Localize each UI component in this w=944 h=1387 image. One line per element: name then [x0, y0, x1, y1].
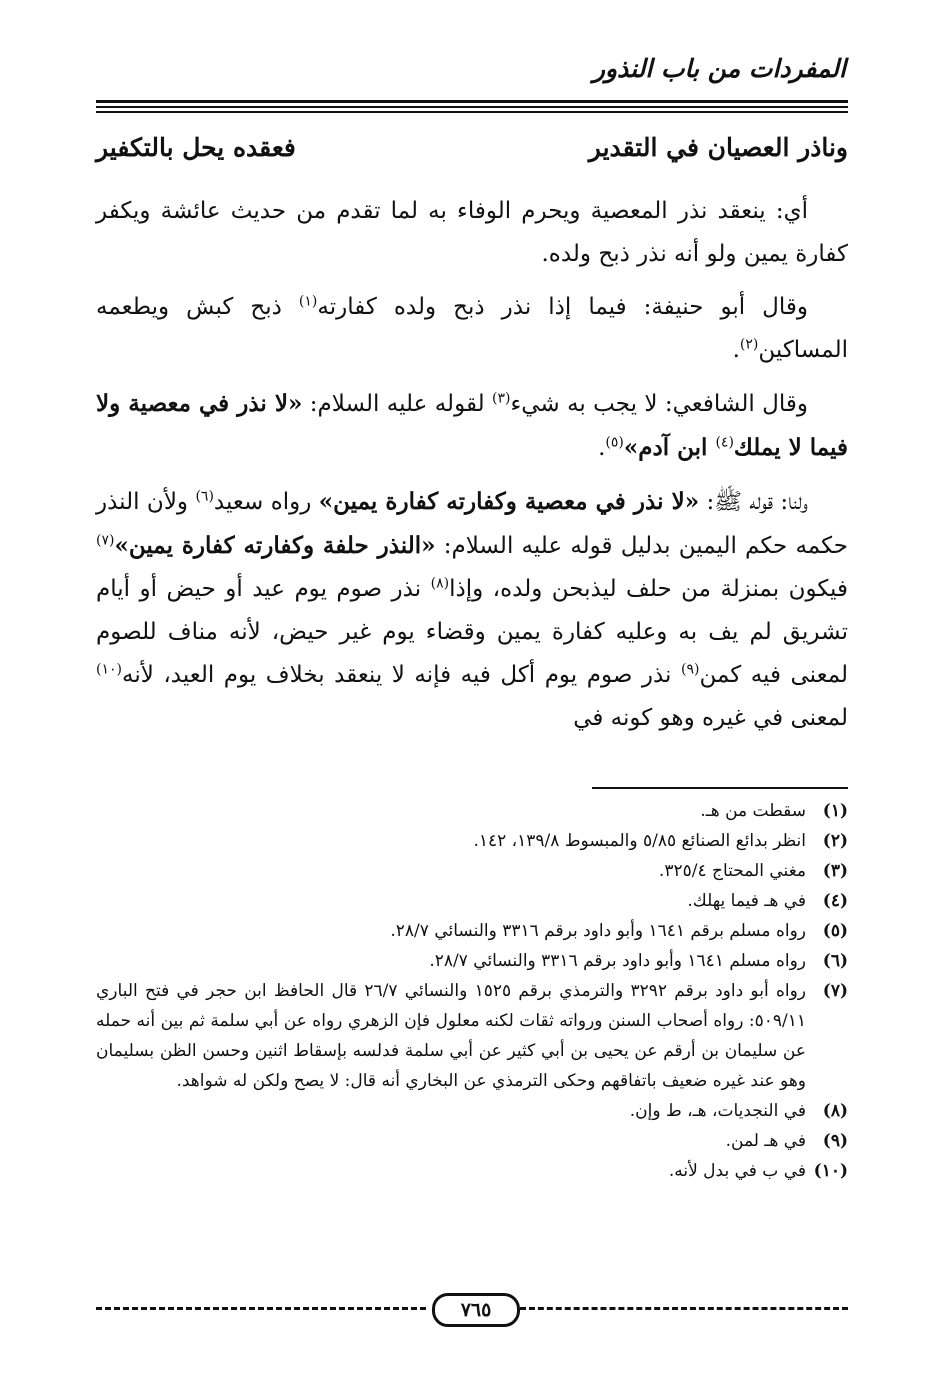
footnote-item [96, 856, 848, 886]
footnote-number: (١) [822, 801, 848, 821]
footnote-item [96, 916, 848, 946]
paragraph-text: . [732, 337, 740, 363]
footnote-text: في النجديات، هـ، ط وإن. [629, 1101, 806, 1121]
footnote-number: (٨) [822, 1101, 848, 1121]
paragraph-text: وقال أبو حنيفة: فيما إذا نذر ذبح ولده كفارته [317, 294, 808, 320]
footnotes [96, 796, 848, 1186]
footnote-number: (٩) [822, 1131, 848, 1151]
paragraph-2 [96, 286, 848, 372]
page-number: ٧٦٥ [432, 1293, 520, 1327]
verse-first-hemistich: وناذر العصيان في التقدير [588, 133, 848, 162]
running-header-title: المفردات من باب النذور [592, 54, 846, 83]
footnote-number: (٥) [822, 921, 848, 941]
footnote-text: في هـ فيما يهلك. [687, 891, 806, 911]
footnote-ref: (٧) [96, 532, 115, 549]
paragraph-text: لقوله عليه السلام: [302, 391, 492, 417]
footnote-item [96, 1126, 848, 1156]
footnote-text: في هـ لمن. [725, 1131, 806, 1151]
paragraph-text: نذر صوم يوم عيد أو حيض أو أيام تشريق لم يف به وعليه كفارة يمين وقضاء يوم غير حيض، لأنه مناف للصوم لمعنى فيه كمن [96, 576, 849, 688]
hadith-quote: ابن آدم» [623, 434, 716, 461]
footnote-ref: (١) [298, 293, 318, 310]
footnote-item [96, 826, 848, 856]
verse-second-hemistich: فعقده يحل بالتكفير [96, 133, 296, 162]
footnote-ref: (٣) [491, 390, 511, 407]
footnote-ref: (٥) [605, 434, 624, 451]
paragraph-text: فيكون بمنزلة من حلف ليذبحن ولده، وإذا [449, 576, 848, 602]
hadith-quote: «لا نذر في معصية وكفارته كفارة يمين» [318, 488, 700, 515]
footnote-item [96, 886, 848, 916]
hadith-quote: «النذر حلفة وكفارته كفارة يمين» [114, 532, 436, 559]
footnote-text: مغني المحتاج ٣٢٥/٤. [658, 861, 806, 881]
header-rule-middle [96, 106, 848, 108]
footnote-text: رواه أبو داود برقم ٣٢٩٢ والترمذي برقم ١٥٢٥ والنسائي ٢٦/٧ قال الحافظ ابن حجر في فتح الباري ٥٠٩/١١: رواه أصحاب السنن ورواته ثقات لكنه معلول فإن الزهري رواه عن أبي سلمة ثم بين أنه حمله عن سليمان بن أرقم عن يحيى بن أبي كثير عن أبي سلمة فدلسه بإسقاط اثنين وحسن الظن بسليمان وهو عند غيره ضعيف باتفاقهم وحكى الترمذي عن البخاري أنه قال: لا يصح ولكن له شواهد. [96, 981, 806, 1091]
page-footer [96, 1291, 848, 1327]
paragraph-text: ذبح كبش ويطعمه المساكين [96, 294, 848, 363]
footnote-number: (٣) [822, 861, 848, 881]
footnote-ref: (٢) [739, 336, 759, 353]
paragraph-1: أي: ينعقد نذر المعصية ويحرم الوفاء به لما تقدم من حديث عائشة ويكفر كفارة يمين ولو أنه نذر ذبح ولده. [96, 198, 848, 267]
footnote-number: (٧) [822, 981, 848, 1001]
footnote-ref: (٨) [430, 575, 450, 592]
footnote-number: (٤) [822, 891, 848, 911]
footnote-text: في ب في بدل لأنه. [668, 1161, 806, 1181]
footer-dashed-rule-right [520, 1307, 848, 1310]
footnote-separator [592, 787, 848, 789]
header-rule-thin [96, 111, 848, 113]
footnote-text: سقطت من هـ. [700, 801, 806, 821]
poem-verse [96, 133, 848, 173]
paragraph-text: ولأن النذر حكمه حكم اليمين بدليل قوله عليه السلام: [96, 489, 848, 559]
footer-dashed-rule-left [96, 1307, 426, 1310]
main-text [96, 190, 848, 750]
footnote-ref: (١٠) [96, 661, 122, 678]
footnote-number: (٢) [822, 831, 848, 851]
footnote-text: رواه مسلم برقم ١٦٤١ وأبو داود برقم ٣٣١٦ والنسائي ٢٨/٧. [390, 921, 806, 941]
paragraph-4 [96, 480, 848, 740]
footnote-item [96, 796, 848, 826]
hadith-quote: «لا نذر في معصية ولا فيما لا يملك [96, 390, 848, 461]
footnote-ref: (٦) [195, 488, 214, 505]
paragraph-text: نذر صوم يوم أكل فيه فإنه لا ينعقد بخلاف يوم العيد، لأنه [121, 662, 681, 688]
paragraph-text: ولنا: قوله ﷺ: [699, 489, 808, 515]
footnote-number: (٦) [822, 951, 848, 971]
footnote-text: رواه مسلم ١٦٤١ وأبو داود برقم ٣٣١٦ والنسائي ٢٨/٧. [429, 951, 806, 971]
footnote-number: (١٠) [813, 1161, 848, 1181]
paragraph-text: لمعنى في غيره وهو كونه في [573, 705, 848, 731]
paragraph-3 [96, 382, 848, 470]
footnote-item [96, 976, 848, 1096]
footnote-item [96, 1156, 848, 1186]
footnote-item [96, 1096, 848, 1126]
header-rule-thick [96, 100, 848, 103]
paragraph-text: رواه سعيد [213, 489, 319, 515]
paragraph-text: . [598, 435, 606, 461]
paragraph-text: وقال الشافعي: لا يجب به شيء [510, 391, 808, 417]
footnote-ref: (٩) [680, 661, 700, 678]
footnote-ref: (٤) [715, 434, 734, 451]
footnote-item [96, 946, 848, 976]
footnote-text: انظر بدائع الصنائع ٥/٨٥ والمبسوط ١٣٩/٨، ١٤٢. [473, 831, 806, 851]
